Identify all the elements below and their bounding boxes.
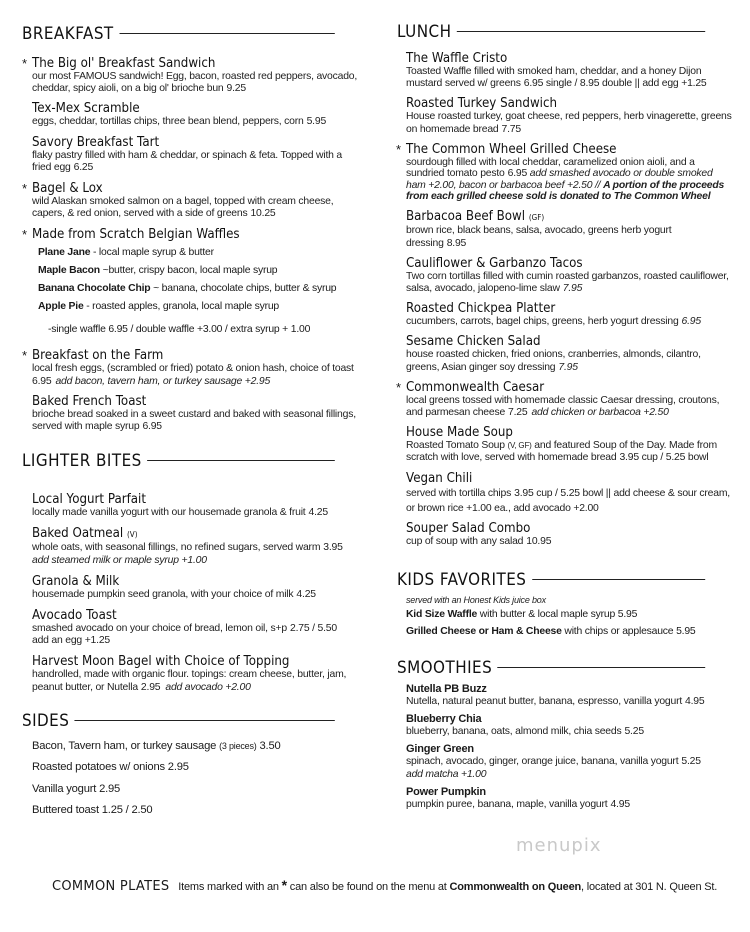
left-column <box>22 0 362 822</box>
heading-rule <box>75 720 335 722</box>
waffle-plane-jane: Plane Jane - local maple syrup & butter <box>38 247 214 259</box>
item-sesame-salad: Sesame Chicken Salad house roasted chicken, fried onions, cranberries, almonds, cilantro, greens, Asian ginger soy dressing 7.95 <box>406 334 701 373</box>
smoothie-ginger: Ginger Green spinach, avocado, ginger, orange juice, banana, vanilla yogurt 5.25 add matcha +1.00 <box>406 743 701 780</box>
lighter-bites-heading: LIGHTER BITES <box>22 451 335 470</box>
item-waffle-cristo: The Waffle Cristo Toasted Waffle filled with smoked ham, cheddar, and a honey Dijon mustard served w/ greens 6.95 single / 8.95 double || add egg +1.25 <box>406 51 707 90</box>
waffle-pricing: -single waffle 6.95 / double waffle +3.00 / extra syrup + 1.00 <box>48 324 311 336</box>
item-french-toast: Baked French Toast brioche bread soaked in a sweet custard and baked with seasonal fillings, served with maple syrup 6.95 <box>32 393 356 433</box>
kids-heading: KIDS FAVORITES <box>397 570 705 589</box>
footer-place: Commonwealth on Queen <box>449 881 582 893</box>
star-marker: * <box>281 877 287 893</box>
breakfast-heading: BREAKFAST <box>22 24 335 43</box>
item-harvest-bagel: Harvest Moon Bagel with Choice of Topping handrolled, made with organic flour. topings: cream cheese, butter, jam, peanut butter, or Nutella 2.95 add avocado +2.00 <box>32 654 347 693</box>
heading-rule <box>457 31 705 33</box>
waffle-banana-chocolate: Banana Chocolate Chip ~ banana, chocolate chips, butter & syrup <box>38 283 337 295</box>
right-column <box>397 0 732 811</box>
star-marker: * <box>22 348 28 364</box>
item-caesar: * Commonwealth Caesar local greens tossed with homemade classic Caesar dressing, croutons, and parmesan cheese 7.25 add chicken or barbacoa +2.50 <box>396 379 720 419</box>
item-souper-salad: Souper Salad Combo cup of soup with any salad 10.95 <box>406 520 552 547</box>
item-avocado-toast: Avocado Toast smashed avocado on your choice of bread, lemon oil, s+p 2.75 / 5.50 add an egg +1.25 <box>32 608 337 647</box>
smoothie-nutella: Nutella PB Buzz Nutella, natural peanut butter, banana, espresso, vanilla yogurt 4.95 <box>406 683 705 708</box>
star-marker: * <box>396 141 402 157</box>
item-belgian-waffles: * Made from Scratch Belgian Waffles Plane Jane - local maple syrup & butter Maple Bacon ~butter, crispy bacon, local maple syrup Banana Chocolate Chip ~ banana, chocolate chips, butter & syrup Apple Pie - roasted apples, granola, local maple syrup -single waffle 6.95 / double waffle +3.00 / extra syrup + 1.00 <box>32 227 362 339</box>
item-grilled-cheese: * The Common Wheel Grilled Cheese sourdough filled with local cheddar, caramelized onion aioli, and a sundried tomato pesto 6.95 add smashed avocado or double smoked ham +2.00, bacon or barbacoa beef +2.50 // A portion of the proceeds from each grilled cheese sold is donated to The Common Wheel <box>396 141 725 203</box>
footer-heading: COMMON PLATES <box>52 879 170 894</box>
star-marker: * <box>22 227 28 243</box>
item-chickpea-platter: Roasted Chickpea Platter cucumbers, carrots, bagel chips, greens, herb yogurt dressing 6.95 <box>406 301 701 328</box>
side-potatoes: Roasted potatoes w/ onions 2.95 <box>32 761 189 774</box>
heading-rule <box>498 667 706 669</box>
footer: COMMON PLATES Items marked with an * can also be found on the menu at Commonwealth on Queen, located at 301 N. Queen St. <box>52 877 718 894</box>
item-house-soup: House Made Soup Roasted Tomato Soup (V, GF) and featured Soup of the Day. Made from scratch with love, served with homemade bread 3.95 cup / 5.25 bowl <box>406 425 717 464</box>
item-vegan-chili: Vegan Chili served with tortilla chips 3.95 cup / 5.25 bowl || add cheese & sour cream, or brown rice +1.00 ea., add avocado +2.00 <box>406 470 730 514</box>
waffle-maple-bacon: Maple Bacon ~butter, crispy bacon, local maple syrup <box>38 265 278 277</box>
sides-list <box>32 736 362 822</box>
kids-grilled-cheese: Grilled Cheese or Ham & Cheese with chips or applesauce 5.95 <box>406 626 696 638</box>
watermark-logo: menupix <box>516 835 602 856</box>
item-barbacoa-bowl: Barbacoa Beef Bowl (GF) brown rice, black beans, salsa, avocado, greens herb yogurt dressing 8.95 <box>406 209 672 249</box>
item-granola-milk: Granola & Milk housemade pumpkin seed granola, with your choice of milk 4.25 <box>32 573 316 600</box>
kids-waffle: Kid Size Waffle with butter & local maple syrup 5.95 <box>406 609 638 621</box>
item-bagel-lox: * Bagel & Lox wild Alaskan smoked salmon on a bagel, topped with cream cheese, capers, & red onion, served with a side of greens 10.25 <box>22 181 334 220</box>
smoothie-blueberry: Blueberry Chia blueberry, banana, oats, almond milk, chia seeds 5.25 <box>406 713 644 738</box>
side-yogurt: Vanilla yogurt 2.95 <box>32 782 121 795</box>
waffle-apple-pie: Apple Pie - roasted apples, granola, local maple syrup <box>38 301 280 313</box>
side-toast: Buttered toast 1.25 / 2.50 <box>32 804 153 817</box>
item-cauliflower-tacos: Cauliflower & Garbanzo Tacos Two corn tortillas filled with cumin roasted garbanzos, roasted cauliflower, salsa, avocado, jalopeno-lime slaw 7.95 <box>406 255 729 295</box>
item-tex-mex: Tex-Mex Scramble eggs, cheddar, tortillas chips, three bean blend, peppers, corn 5.95 <box>32 101 327 128</box>
item-yogurt-parfait: Local Yogurt Parfait locally made vanilla yogurt with our housemade granola & fruit 4.25 <box>32 492 328 519</box>
star-marker: * <box>22 56 28 71</box>
item-baked-oatmeal: Baked Oatmeal (V) whole oats, with seasonal fillings, no refined sugars, served warm 3.95 add steamed milk or maple syrup +1.00 <box>32 526 343 566</box>
item-savory-tart: Savory Breakfast Tart flaky pastry filled with ham & cheddar, or spinach & feta. Topped with a fried egg 6.25 <box>32 134 343 173</box>
sides-heading: SIDES <box>22 711 335 730</box>
smoothie-pumpkin: Power Pumpkin pumpkin puree, banana, maple, vanilla yogurt 4.95 <box>406 785 630 810</box>
heading-rule <box>532 579 705 581</box>
side-bacon: Bacon, Tavern ham, or turkey sausage (3 pieces) 3.50 <box>32 739 281 752</box>
star-marker: * <box>396 379 402 395</box>
kids-note: served with an Honest Kids juice box <box>406 594 546 605</box>
kids-list <box>406 594 732 640</box>
item-breakfast-farm: * Breakfast on the Farm local fresh eggs, (scrambled or fried) potato & onion hash, choice of toast 6.95 add bacon, tavern ham, or turkey sausage +2.95 <box>22 348 354 387</box>
heading-rule <box>119 33 335 35</box>
smoothies-heading: SMOOTHIES <box>397 658 705 677</box>
item-turkey-sandwich: Roasted Turkey Sandwich House roasted turkey, goat cheese, red peppers, herb vinagerette, greens on homemade bread 7.75 <box>406 96 732 135</box>
item-big-ol-sandwich: * The Big ol' Breakfast Sandwich our most FAMOUS sandwich! Egg, bacon, roasted red peppers, avocado, cheddar, spicy aioli, on a big ol' brioche bun 9.25 <box>22 56 358 95</box>
lunch-heading: LUNCH <box>397 22 705 41</box>
star-marker: * <box>22 181 28 197</box>
smoothies-list <box>406 683 732 811</box>
heading-rule <box>147 460 335 462</box>
